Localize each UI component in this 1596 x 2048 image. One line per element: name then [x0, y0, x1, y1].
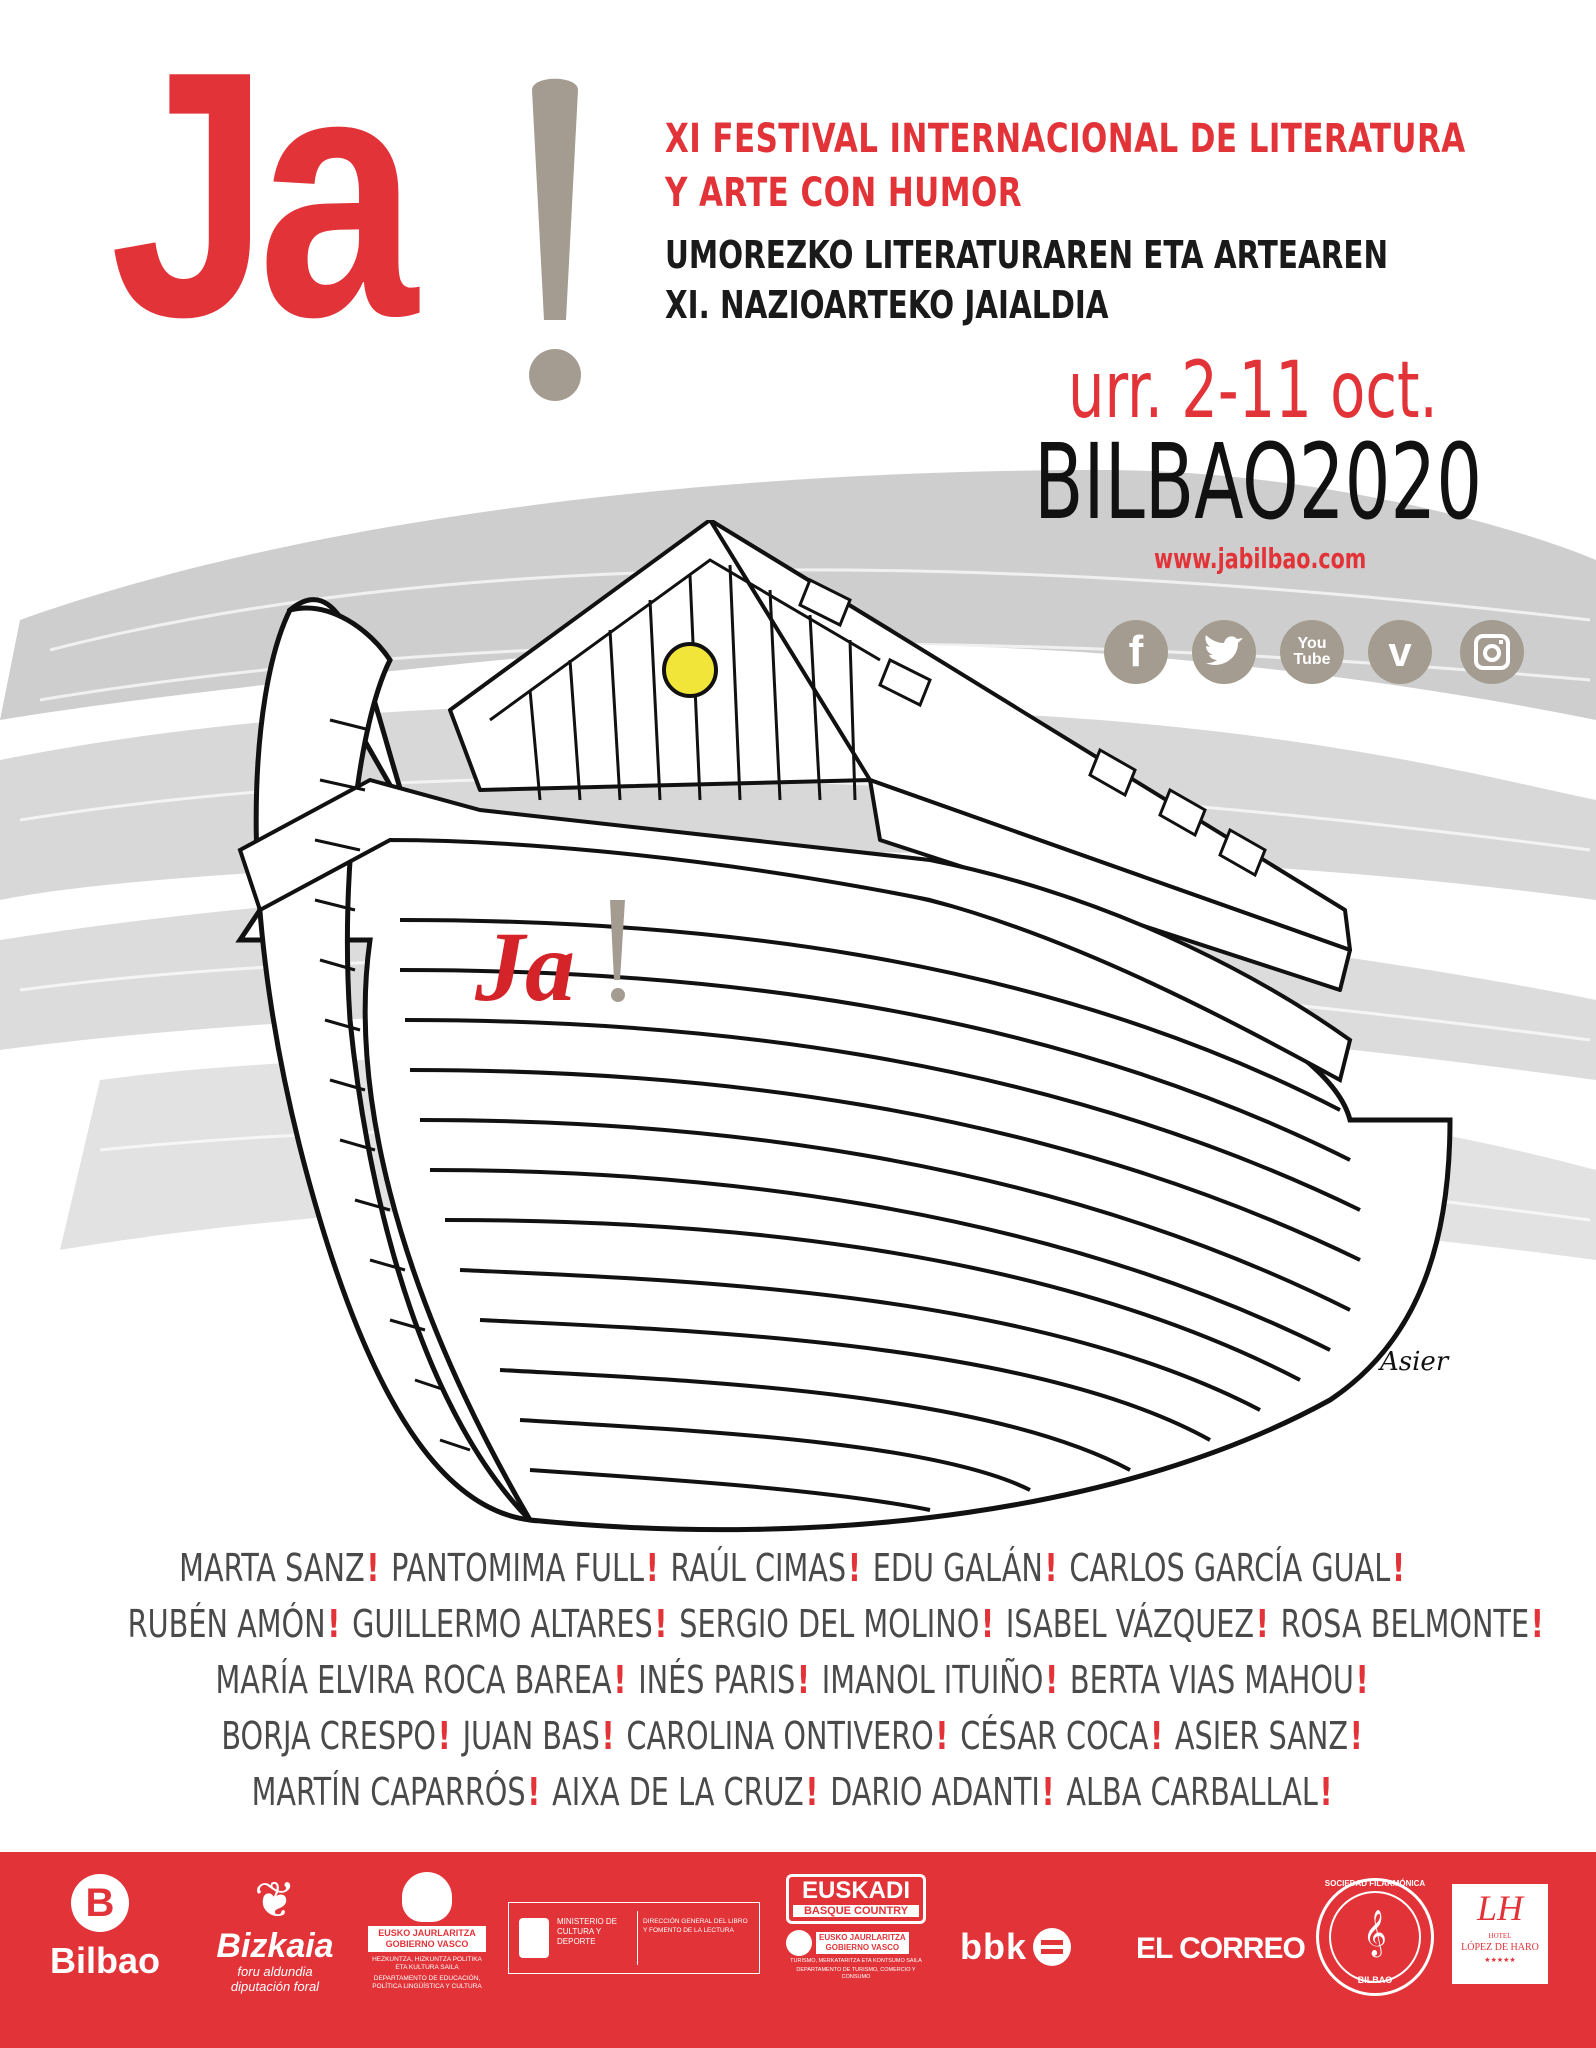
- participant-name: MARTÍN CAPARRÓS: [251, 1770, 526, 1814]
- bilbao-logo: [50, 1874, 161, 1982]
- bbk-logo: [960, 1926, 1071, 1968]
- bizkaia-sub2: diputación foral: [230, 1979, 320, 1994]
- eusko-label-2: EUSKO JAURLARITZA: [819, 1933, 906, 1942]
- bilbao-b-icon: B: [71, 1874, 129, 1932]
- exclamation-separator: !: [1045, 1658, 1059, 1702]
- participant-name: RUBÉN AMÓN: [127, 1602, 326, 1646]
- euskadi-basque-country-logo: [786, 1874, 926, 1981]
- participant-name: GUILLERMO ALTARES: [352, 1602, 653, 1646]
- participant-name: DARIO ADANTI: [830, 1770, 1040, 1814]
- sociedad-filarmonica-logo: [1316, 1878, 1434, 1996]
- exclamation-separator: !: [645, 1546, 659, 1590]
- coat-of-arms-icon: [402, 1872, 452, 1922]
- el-correo-logo: EL CORREO: [1136, 1932, 1305, 1965]
- bilbao-label: Bilbao: [50, 1940, 161, 1981]
- facebook-icon[interactable]: f: [1104, 620, 1168, 684]
- participants-row: [128, 1764, 1469, 1820]
- hotel-name: LÓPEZ DE HARO: [1461, 1942, 1539, 1953]
- bbk-symbol-icon: [1033, 1928, 1071, 1966]
- festival-city-year: BILBAO2020: [1034, 421, 1483, 543]
- exclamation-separator: !: [654, 1602, 668, 1646]
- exclamation-separator: !: [980, 1602, 995, 1646]
- participant-name: CÉSAR COCA: [960, 1714, 1149, 1758]
- ministerio-cultura-logo: [508, 1902, 760, 1974]
- logo-exclamation: [520, 70, 590, 420]
- participant-name: MARTA SANZ: [179, 1546, 365, 1590]
- participant-name: ISABEL VÁZQUEZ: [1005, 1602, 1255, 1646]
- eusko-label: EUSKO JAURLARITZA: [378, 1928, 476, 1938]
- filarmonica-bottom-label: BILBAO: [1357, 1975, 1393, 1985]
- exclamation-separator: !: [1150, 1714, 1164, 1758]
- hotel-label: HOTEL: [1488, 1932, 1512, 1940]
- gobierno-label: GOBIERNO VASCO: [385, 1939, 469, 1949]
- title-eu-line2: XI. NAZIOARTEKO JAIALDIA: [665, 283, 1109, 327]
- participants-list: [0, 1540, 1596, 1820]
- bizkaia-label: Bizkaia: [216, 1927, 334, 1965]
- bizkaia-logo: [205, 1872, 345, 1994]
- exclamation-separator: !: [935, 1714, 949, 1758]
- hotel-monogram: LH: [1476, 1888, 1524, 1928]
- participant-name: BORJA CRESPO: [221, 1714, 437, 1758]
- hotel-stars: ★★★★★: [1484, 1956, 1516, 1964]
- spain-coat-icon: [519, 1918, 549, 1958]
- participant-name: RAÚL CIMAS: [670, 1546, 847, 1590]
- exclamation-separator: !: [805, 1770, 819, 1814]
- participant-name: EDU GALÁN: [872, 1546, 1043, 1590]
- festival-title-es: [665, 112, 1466, 220]
- sponsors-footer: [0, 1852, 1596, 2048]
- participant-name: CARLOS GARCÍA GUAL: [1069, 1546, 1391, 1590]
- hotel-lopez-de-haro-logo: [1452, 1884, 1548, 1984]
- turismo-label-1: TURISMO, MERKATARITZA ETA KONTSUMO SAILA: [790, 1958, 922, 1964]
- gobierno-vasco-culture-logo: [368, 1872, 486, 1991]
- participant-name: PANTOMIMA FULL: [391, 1546, 645, 1590]
- exclamation-separator: !: [601, 1714, 615, 1758]
- treble-clef-icon: 𝄞: [1363, 1911, 1387, 1955]
- exclamation-separator: !: [327, 1602, 341, 1646]
- participant-name: CAROLINA ONTIVERO: [626, 1714, 934, 1758]
- gobierno-label-2: GOBIERNO VASCO: [825, 1943, 900, 1952]
- title-es-line1: XI FESTIVAL INTERNACIONAL DE LITERATURA: [665, 116, 1466, 162]
- exclamation-separator: !: [1044, 1546, 1058, 1590]
- exclamation-separator: !: [437, 1714, 451, 1758]
- participant-name: ALBA CARBALLAL: [1066, 1770, 1318, 1814]
- website-link[interactable]: www.jabilbao.com: [1154, 542, 1367, 575]
- euskadi-label: EUSKADI: [801, 1877, 910, 1904]
- exclamation-separator: !: [796, 1658, 810, 1702]
- ark-ja-logo: Ja: [475, 911, 575, 1022]
- participants-row: [128, 1540, 1469, 1596]
- participant-name: JUAN BAS: [462, 1714, 600, 1758]
- exclamation-separator: !: [1355, 1658, 1369, 1702]
- exclamation-separator: !: [1041, 1770, 1055, 1814]
- exclamation-separator: !: [366, 1546, 380, 1590]
- ministerio-label: MINISTERIO DE CULTURA Y DEPORTE: [557, 1917, 618, 1946]
- participants-row: [128, 1652, 1469, 1708]
- exclamation-separator: !: [1349, 1714, 1363, 1758]
- participants-row: [127, 1596, 1544, 1652]
- participant-name: ASIER SANZ: [1174, 1714, 1349, 1758]
- coat-of-arms-icon-small: [786, 1930, 812, 1956]
- direccion-label: DIRECCIÓN GENERAL DEL LIBRO Y FOMENTO DE LA LECTURA: [643, 1918, 748, 1934]
- participant-name: MARÍA ELVIRA ROCA BAREA: [215, 1658, 612, 1702]
- exclamation-separator: !: [527, 1770, 541, 1814]
- artist-signature: Asier: [1380, 1347, 1449, 1377]
- festival-dates: urr. 2-11 oct.: [1068, 346, 1438, 436]
- participant-name: ROSA BELMONTE: [1280, 1602, 1530, 1646]
- exclamation-separator: !: [1319, 1770, 1333, 1814]
- participant-name: IMANOL ITUIÑO: [821, 1658, 1044, 1702]
- festival-logo: [110, 0, 407, 390]
- participant-name: AIXA DE LA CRUZ: [552, 1770, 804, 1814]
- exclamation-separator: !: [613, 1658, 627, 1702]
- festival-title-eu: [665, 230, 1388, 330]
- exclamation-separator: !: [1391, 1546, 1406, 1590]
- participant-name: SERGIO DEL MOLINO: [679, 1602, 980, 1646]
- logo-ja-text: Ja: [110, 0, 407, 390]
- participant-name: INÉS PARIS: [638, 1658, 796, 1702]
- noahs-ark-illustration: [230, 520, 1470, 1540]
- bbk-label: bbk: [960, 1926, 1028, 1967]
- title-es-line2: Y ARTE CON HUMOR: [665, 170, 1022, 216]
- exclamation-separator: !: [847, 1546, 861, 1590]
- exclamation-separator: !: [1530, 1602, 1544, 1646]
- eusko-dept2: DEPARTAMENTO DE EDUCACIÓN, POLÍTICA LINGÜÍSTICA Y CULTURA: [372, 1975, 482, 1990]
- title-eu-line1: UMOREZKO LITERATURAREN ETA ARTEAREN: [665, 233, 1389, 277]
- bizkaia-sub1: foru aldundia: [237, 1964, 313, 1979]
- basque-country-label: BASQUE COUNTRY: [793, 1905, 919, 1917]
- vimeo-icon[interactable]: v: [1368, 620, 1432, 684]
- eusko-dept1: HEZKUNTZA, HIZKUNTZA POLITIKA ETA KULTURA SAILA: [372, 1956, 482, 1971]
- exclamation-separator: !: [1255, 1602, 1269, 1646]
- turismo-label-2: DEPARTAMENTO DE TURISMO, COMERCIO Y CONSUMO: [796, 1967, 916, 1980]
- participant-name: BERTA VIAS MAHOU: [1069, 1658, 1354, 1702]
- filarmonica-top-label: SOCIEDAD FILARMÓNICA: [1324, 1879, 1426, 1888]
- participants-row: [128, 1708, 1469, 1764]
- bizkaia-leaf-icon: ❦: [254, 1872, 296, 1928]
- youtube-icon[interactable]: You Tube: [1280, 620, 1344, 684]
